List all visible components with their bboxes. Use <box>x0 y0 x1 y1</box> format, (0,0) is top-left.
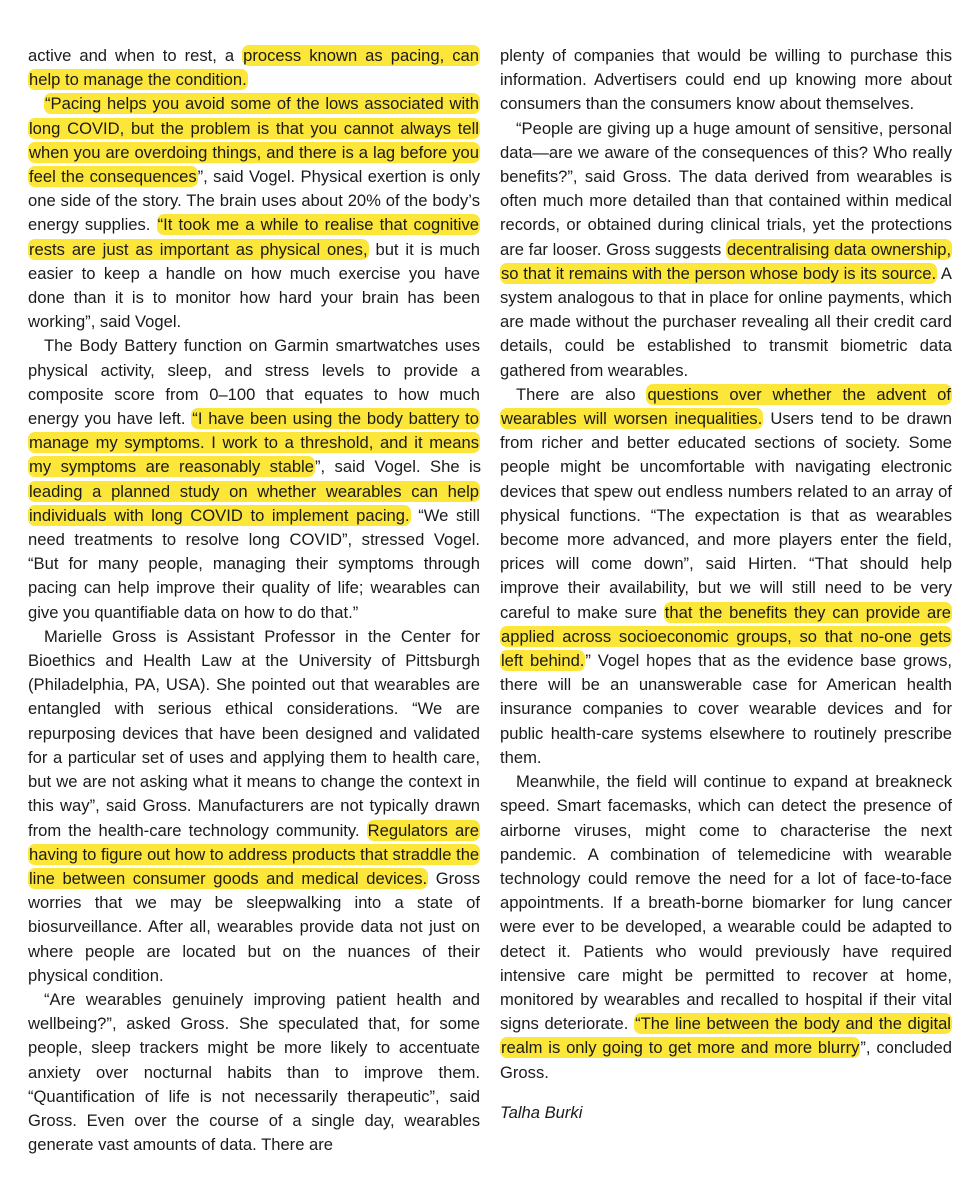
right-column <box>500 44 952 1125</box>
body-text: ”, said Vogel. Physical exertion is only one side of the story. The brain uses about 20% of the body’s energy supplies. <box>28 167 480 235</box>
highlighted-text: leading a planned study on whether wearables can help individuals with long COVID to implement pacing. <box>29 481 479 525</box>
body-text: Users tend to be drawn from richer and better educated sections of society. Some people might be uncomfortable with navigating electronic devices that spew out endless numbers related to an array of physical functions. “The expectation is that as wearables become more advanced, and more players enter the field, prices will come down”, said Hirten. “That should help improve their availability, but we will still need to be very careful to make sure <box>500 409 953 622</box>
highlighted-text: questions over whether the advent of wearables will worsen inequalities. <box>501 384 951 429</box>
body-text: There are also <box>516 384 647 404</box>
body-text: plenty of companies that would be willing to purchase this information. Advertisers could end up knowing more about consumers than the consumers know about themselves. <box>500 46 952 114</box>
body-text: Gross worries that we may be sleepwalking into a state of biosurveillance. After all, wearables provide data not just on where people are located but on the nuances of their physical condition. <box>28 868 480 985</box>
paragraph <box>28 92 480 334</box>
body-text: but it is much easier to keep a handle on how much exercise you have done than it is to monitor how hard your brain has been working”, said Vogel. <box>28 239 480 332</box>
body-text: A system analogous to that in place for online payments, which are made without the purchaser revealing all their credit card details, could be established to transmit biometric data gathered from wearables. <box>500 263 952 380</box>
highlighted-text: “I have been using the body battery to manage my symptoms. I work to a threshold, and it means my symptoms are reasonably stable <box>29 409 479 477</box>
body-text: “Are wearables genuinely improving patient health and wellbeing?”, asked Gross. She speculated that, for some people, sleep trackers might be more likely to accentuate anxiety over nocturnal habits than to improve them. “Quantification of life is not necessarily therapeutic”, said Gross. Even over the course of a single day, wearables generate vast amounts of data. There are <box>28 989 480 1155</box>
body-text: “We still need treatments to resolve long COVID”, stressed Vogel. “But for many people, managing their symptoms through pacing can help improve their quality of life; wearables can give you quantifiable data on how to do that.” <box>28 505 480 622</box>
body-text: Marielle Gross is Assistant Professor in the Center for Bioethics and Health Law at the University of Pittsburgh (Philadelphia, PA, USA). She pointed out that wearables are entangled with serious ethical considerations. “We are repurposing devices that have been designed and validated for a particular set of uses and applying them to health care, but we are not asking what it means to change the context in this way”, said Gross. Manufacturers are not typically drawn from the health-care technology community. <box>28 626 480 840</box>
highlighted-text: “It took me a while to realise that cognitive rests are just as important as physical ones, <box>29 215 479 259</box>
highlighted-text: “Pacing helps you avoid some of the lows associated with long COVID, but the problem is that you cannot always tell when you are overdoing things, and there is a lag before you feel the consequences <box>29 94 479 187</box>
body-text: ” Vogel hopes that as the evidence base grows, there will be an unanswerable case for American health insurance companies to cover wearable devices and for public health-care systems elsewhere to routinely prescribe them. <box>500 651 952 767</box>
body-text: “People are giving up a huge amount of sensitive, personal data—are we aware of the consequences of this? Who really benefits?”, said Gross. The data derived from wearables is often much more detailed than that contained within medical records, or obtained during clinical trials, yet the protections are far looser. Gross suggests <box>500 118 952 259</box>
body-text: The Body Battery function on Garmin smartwatches uses physical activity, sleep, and stress levels to provide a composite score from 0–100 that equates to how much energy you have left. <box>28 336 480 429</box>
highlighted-text: that the benefits they can provide are applied across socioeconomic groups, so that no-one gets left behind. <box>501 602 951 671</box>
paragraph <box>28 334 480 624</box>
left-column <box>28 44 480 1157</box>
paragraph <box>28 625 480 988</box>
highlighted-text: process known as pacing, can help to manage the condition. <box>29 46 479 90</box>
highlighted-text: Regulators are having to figure out how to address products that straddle the line between consumer goods and medical devices. <box>29 820 480 888</box>
paragraph <box>500 383 952 770</box>
body-text: Meanwhile, the field will continue to expand at breakneck speed. Smart facemasks, which can detect the presence of airborne viruses, might come to characterise the next pandemic. A combination of telemedicine with wearable technology could remove the need for a lot of face-to-face appointments. If a breath-borne biomarker for lung cancer were ever to be developed, a wearable could be adapted to detect it. Patients who would previously have required intensive care might be permitted to recover at home, monitored by wearables and recalled to hospital if their vital signs deteriorate. <box>500 772 952 1034</box>
paragraph <box>500 117 952 383</box>
highlighted-text: decentralising data ownership, so that it remains with the person whose body is its source. <box>501 239 952 283</box>
paragraph <box>28 988 480 1157</box>
body-text: active and when to rest, a <box>28 46 243 65</box>
paragraph <box>500 770 952 1085</box>
body-text: ”, said Vogel. She is <box>314 457 481 477</box>
paragraph <box>500 44 952 117</box>
body-text: ”, concluded Gross. <box>500 1038 952 1082</box>
paragraph <box>28 44 480 92</box>
author-byline: Talha Burki <box>500 1102 583 1122</box>
highlighted-text: “The line between the body and the digital realm is only going to get more and more blurry <box>501 1014 951 1058</box>
